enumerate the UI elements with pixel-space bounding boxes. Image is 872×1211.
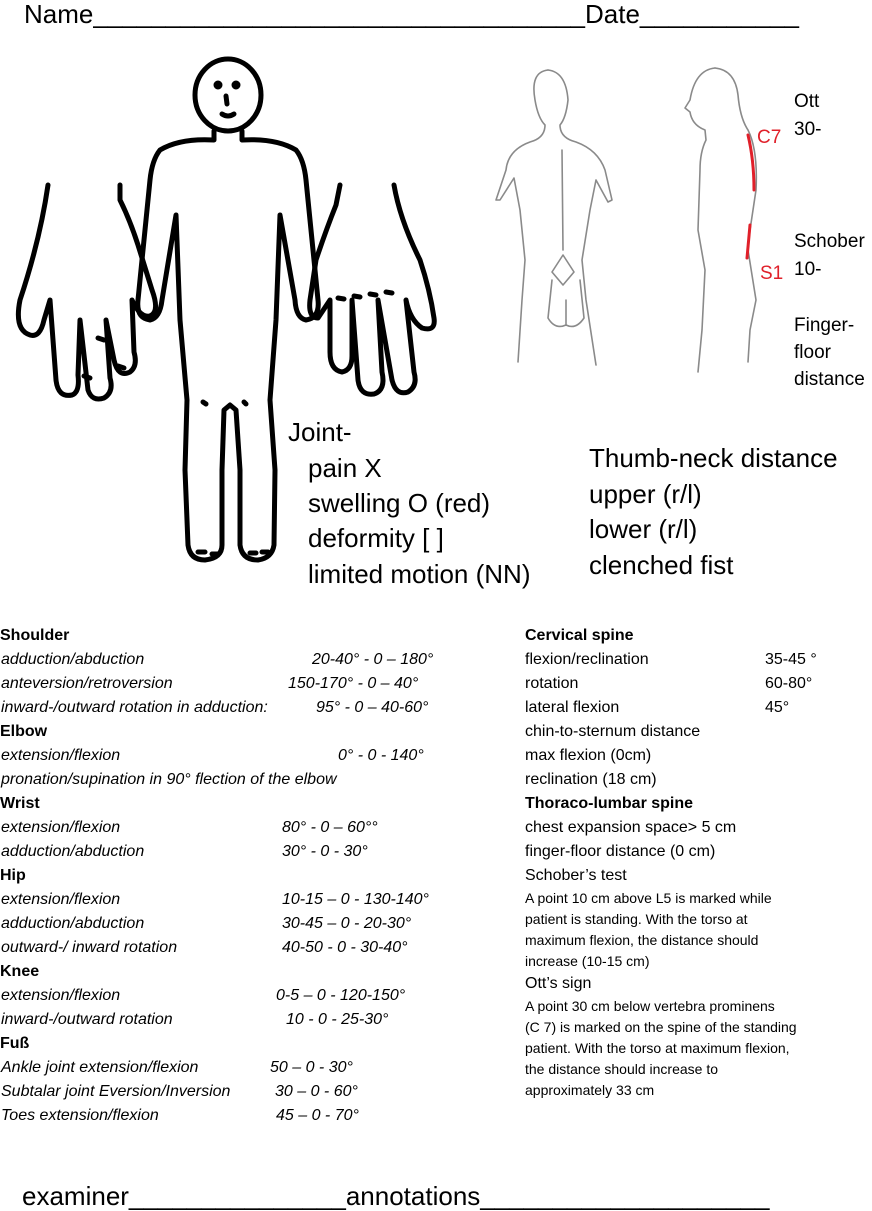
ott-sign-title: Ott’s sign	[525, 975, 592, 992]
rom-row	[0, 672, 500, 696]
schober-text-4: increase (10-15 cm)	[525, 953, 650, 969]
thumb-lower: lower (r/l)	[589, 514, 698, 544]
rom-row	[0, 1104, 500, 1128]
c7-label: C7	[757, 127, 782, 148]
rom-label: inward-/outward rotation	[1, 1011, 173, 1028]
range-of-motion-table	[0, 624, 500, 1128]
joint-legend-pain: pain X	[308, 453, 382, 483]
chest-expansion: chest expansion space> 5 cm	[525, 819, 737, 836]
cervical-row	[525, 768, 865, 792]
rom-value: 10-15 – 0 - 130-140°	[282, 891, 429, 908]
rom-row	[0, 912, 500, 936]
section-heading	[0, 720, 500, 744]
rom-label: adduction/abduction	[1, 651, 145, 668]
rom-label: extension/flexion	[1, 987, 121, 1004]
rom-label: pronation/supination in 90° flection of the elbow	[1, 771, 337, 788]
ott-text-4: the distance should increase to	[525, 1061, 719, 1077]
rom-row	[0, 696, 500, 720]
rom-value: 0° - 0 - 140°	[338, 747, 424, 764]
rom-label: outward-/ inward rotation	[1, 939, 178, 956]
rom-row	[0, 936, 500, 960]
rom-label: extension/flexion	[1, 747, 121, 764]
cervical-spine-title: Cervical spine	[525, 627, 634, 644]
rom-value: 0-5 – 0 - 120-150°	[276, 987, 406, 1004]
ott-text-3: patient. With the torso at maximum flexion,	[525, 1040, 790, 1056]
s1-label: S1	[760, 263, 784, 284]
rom-label: adduction/abduction	[1, 915, 145, 932]
rom-row	[0, 984, 500, 1008]
rom-value: 80° - 0 – 60°°	[282, 819, 378, 836]
rom-label: Ankle joint extension/flexion	[1, 1059, 199, 1076]
rom-value: 50 – 0 - 30°	[270, 1059, 353, 1076]
joint-legend-limited-motion: limited motion (NN)	[308, 559, 531, 589]
schober-test-title: Schober’s test	[525, 867, 627, 884]
section-heading-text: Shoulder	[0, 627, 70, 644]
section-heading-text: Knee	[0, 963, 40, 980]
ott-text-1: A point 30 cm below vertebra prominens	[525, 998, 775, 1014]
section-heading-text: Wrist	[0, 795, 40, 812]
rom-value: 40-50 - 0 - 30-40°	[282, 939, 408, 956]
ott-value[interactable]: 30-	[794, 119, 822, 140]
finger-floor-label-2: floor	[794, 342, 831, 363]
cervical-label: reclination (18 cm)	[525, 771, 657, 788]
cervical-value: 60-80°	[765, 675, 813, 692]
cervical-row	[525, 744, 865, 768]
rom-row	[0, 1008, 500, 1032]
rom-value: 20-40° - 0 – 180°	[312, 651, 434, 668]
cervical-value: 45°	[765, 699, 790, 716]
section-heading	[0, 864, 500, 888]
finger-floor-label-1: Finger-	[794, 315, 855, 336]
joint-legend-swelling: swelling O (red)	[308, 488, 491, 518]
cervical-spine-rows	[525, 648, 865, 792]
rom-row	[0, 1080, 500, 1104]
cervical-label: flexion/reclination	[525, 651, 649, 668]
name-date-line[interactable]: Name__________________________________Date___________	[24, 0, 799, 29]
rom-value: 30-45 – 0 - 20-30°	[282, 915, 412, 932]
ott-text-2: (C 7) is marked on the spine of the standing	[525, 1019, 797, 1035]
rom-label: adduction/abduction	[1, 843, 145, 860]
rom-value: 150-170° - 0 – 40°	[288, 675, 419, 692]
thoraco-lumbar-title: Thoraco-lumbar spine	[525, 795, 694, 812]
joint-legend-title: Joint-	[288, 417, 352, 447]
rom-row	[0, 768, 500, 792]
rom-label: inward-/outward rotation in adduction:	[1, 699, 268, 716]
cervical-label: rotation	[525, 675, 579, 692]
rom-label: anteversion/retroversion	[1, 675, 173, 692]
cervical-label: max flexion (0cm)	[525, 747, 652, 764]
cervical-label: chin-to-sternum distance	[525, 723, 701, 740]
schober-label: Schober	[794, 231, 865, 252]
cervical-label: lateral flexion	[525, 699, 620, 716]
finger-floor-label-3: distance	[794, 369, 865, 390]
rom-label: Toes extension/flexion	[1, 1107, 159, 1124]
cervical-row	[525, 720, 865, 744]
thumb-clenched-fist: clenched fist	[589, 550, 734, 580]
section-heading-text: Elbow	[0, 723, 48, 740]
joint-legend-deformity: deformity [ ]	[308, 523, 444, 553]
rom-value: 95° - 0 – 40-60°	[316, 699, 429, 716]
schober-text-1: A point 10 cm above L5 is marked while	[525, 890, 772, 906]
schober-text-2: patient is standing. With the torso at	[525, 911, 748, 927]
examiner-annotations-line[interactable]: examiner_______________annotations____________________	[22, 1181, 770, 1211]
schober-value[interactable]: 10-	[794, 259, 822, 280]
rom-row	[0, 1056, 500, 1080]
ott-label: Ott	[794, 91, 820, 112]
cervical-value: 35-45 °	[765, 651, 817, 668]
thumb-upper: upper (r/l)	[589, 479, 702, 509]
section-heading-text: Hip	[0, 867, 26, 884]
rom-row	[0, 840, 500, 864]
section-heading	[0, 792, 500, 816]
rom-value: 10 - 0 - 25-30°	[286, 1011, 389, 1028]
section-heading-text: Fuß	[0, 1035, 30, 1052]
rom-row	[0, 744, 500, 768]
rom-label: Subtalar joint Eversion/Inversion	[1, 1083, 231, 1100]
rom-value: 45 – 0 - 70°	[276, 1107, 359, 1124]
section-heading	[0, 624, 500, 648]
rom-row	[0, 888, 500, 912]
cervical-row	[525, 696, 865, 720]
section-heading	[0, 1032, 500, 1056]
cervical-row	[525, 648, 865, 672]
rom-label: extension/flexion	[1, 819, 121, 836]
rom-row	[0, 648, 500, 672]
ott-text-5: approximately 33 cm	[525, 1082, 655, 1098]
spine-back-side-figures	[0, 0, 872, 400]
rom-value: 30 – 0 - 60°	[275, 1083, 358, 1100]
rom-value: 30° - 0 - 30°	[282, 843, 368, 860]
rom-label: extension/flexion	[1, 891, 121, 908]
finger-floor-distance: finger-floor distance (0 cm)	[525, 843, 716, 860]
thumb-neck-title: Thumb-neck distance	[589, 443, 838, 473]
section-heading	[0, 960, 500, 984]
rom-row	[0, 816, 500, 840]
schober-text-3: maximum flexion, the distance should	[525, 932, 759, 948]
cervical-row	[525, 672, 865, 696]
